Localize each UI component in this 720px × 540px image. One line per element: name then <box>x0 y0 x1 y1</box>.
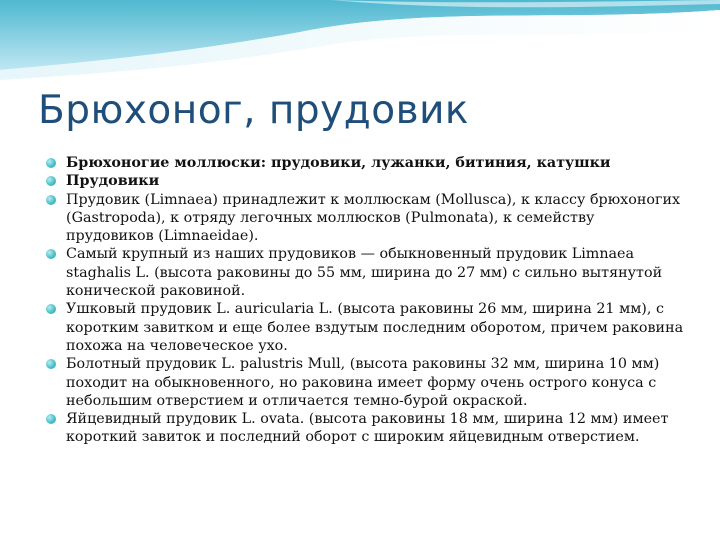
bullet-list <box>44 154 684 447</box>
bullet-item <box>44 154 684 172</box>
bullet-text: Прудовики <box>66 173 160 190</box>
bullet-dot-icon <box>46 359 56 369</box>
bullet-item <box>44 410 684 447</box>
bullet-text: Брюхоногие моллюски: прудовики, лужанки, битиния, катушки <box>66 155 611 171</box>
bullet-dot-icon <box>46 158 56 168</box>
bullet-text: Болотный прудовик L. palustris Mull, (высота раковины 32 мм, ширина 10 мм) походит на обыкновенного, но раковина имеет форму очень острого конуса с небольшим отверстием и отличается темно-бурой окраской. <box>66 356 660 409</box>
slide-title: Брюхоног, прудовик <box>38 88 469 133</box>
bullet-item <box>44 172 684 190</box>
bullet-item <box>44 355 684 410</box>
bullet-text: Самый крупный из наших прудовиков — обыкновенный прудовик Limnaea staghalis L. (высота раковины до 55 мм, ширина до 27 мм) с сильно вытянутой конической раковиной. <box>66 246 663 300</box>
header-wave-decoration <box>0 0 720 80</box>
bullet-item <box>44 245 684 300</box>
bullet-text: Яйцевидный прудовик L. ovata. (высота раковины 18 мм, ширина 12 мм) имеет короткий завиток и последний оборот с широким яйцевидным отверстием. <box>66 411 669 446</box>
bullet-dot-icon <box>46 176 56 186</box>
bullet-text: Прудовик (Limnaea) принадлежит к моллюскам (Mollusca), к классу брюхоногих (Gastropoda), к отряду легочных моллюсков (Pulmonata), к семейству прудовиков (Limnaeidae). <box>66 191 681 245</box>
bullet-item <box>44 300 684 355</box>
bullet-dot-icon <box>46 249 56 259</box>
bullet-text: Ушковый прудовик L. auricularia L. (высота раковины 26 мм, ширина 21 мм), с коротким завитком и еще более вздутым последним оборотом, причем раковина похожа на человеческое ухо. <box>66 301 684 354</box>
bullet-dot-icon <box>46 304 56 314</box>
bullet-dot-icon <box>46 414 56 424</box>
bullet-item <box>44 191 684 246</box>
bullet-dot-icon <box>46 195 56 205</box>
